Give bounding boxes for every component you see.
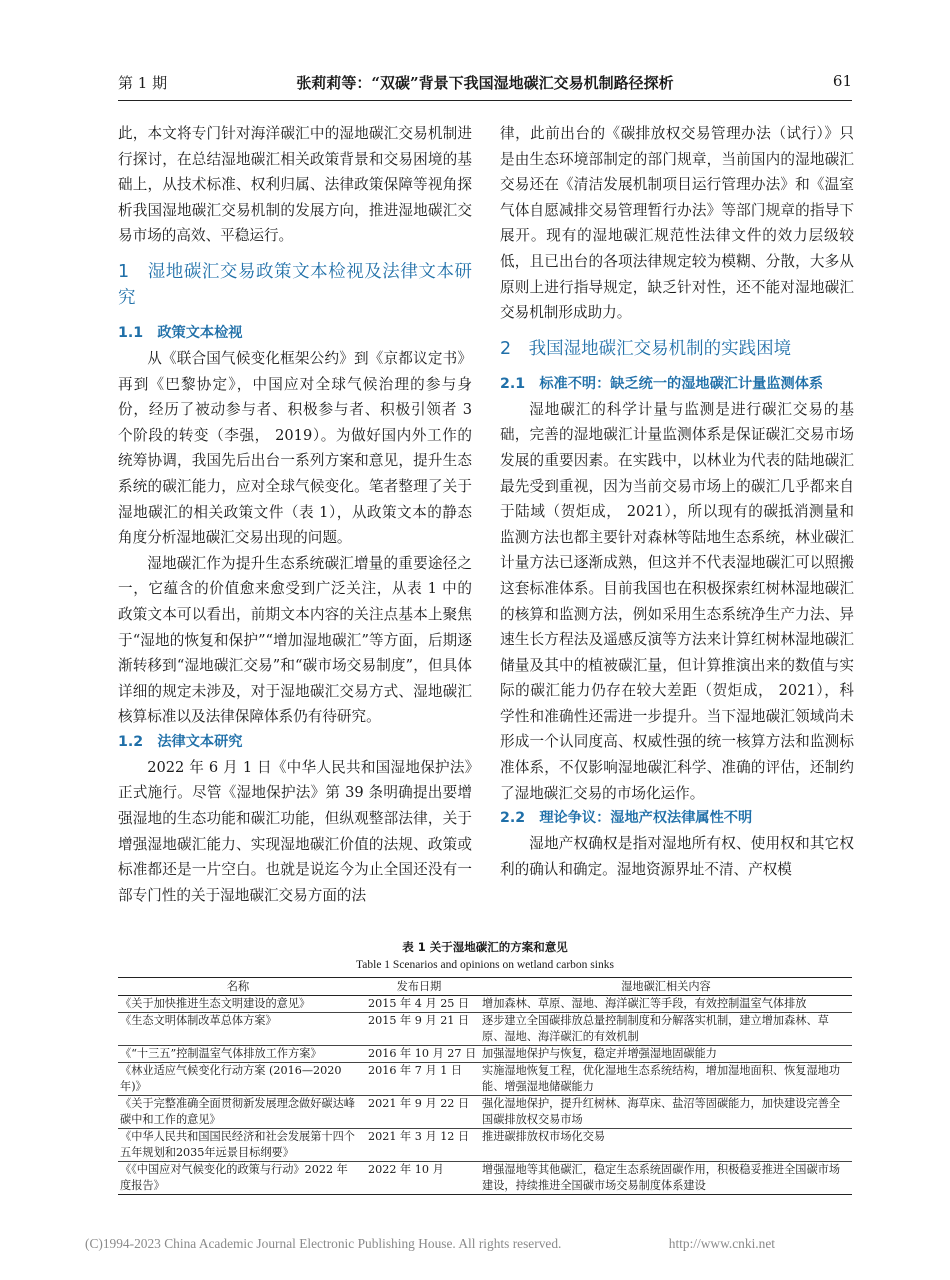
table-row: [118, 1046, 852, 1063]
cell-date: 2015 年 4 月 25 日: [358, 996, 480, 1013]
header-name: 名称: [118, 978, 358, 996]
running-title: 张莉莉等：“双碳”背景下我国湿地碳汇交易机制路径探析: [296, 74, 674, 92]
cell-content: 加强湿地保护与恢复，稳定并增强湿地固碳能力: [480, 1046, 852, 1063]
cell-content: 强化湿地保护，提升红树林、海草床、盐沼等固碳能力，加快建设完善全国碳排放权交易市场: [480, 1096, 852, 1129]
paragraph: 湿地碳汇的科学计量与监测是进行碳汇交易的基础，完善的湿地碳汇计量监测体系是保证碳汇交易市场发展的重要因素。在实践中，以林业为代表的陆地碳汇最先受到重视，因为当前交易市场上的碳汇几乎都来自于陆域（贺炬成， 2021），所以现有的碳抵消测量和监测方法也都主要针对森林等陆地生态系统，林业碳汇计量方法已逐渐成熟，但这并不代表湿地碳汇可以照搬这套标准体系。目前我国也在积极探索红树林湿地碳汇的核算和监测方法，例如采用生态系统净生产力法、异速生长方程法及遥感反演等方法来计算红树林湿地碳汇储量及其中的植被碳汇量，但计算推演出来的数值与实际的碳汇能力仍存在较大差距（贺炬成， 2021），科学性和准确性还需进一步提升。当下湿地碳汇领域尚未形成一个认同度高、权威性强的统一核算方法和监测标准体系，不仅影响湿地碳汇科学、准确的评估，还制约了湿地碳汇交易的市场化运作。: [500, 400, 854, 802]
table-row: [118, 1013, 852, 1046]
cell-content: 增加森林、草原、湿地、海洋碳汇等手段，有效控制温室气体排放: [480, 996, 852, 1013]
cell-content: 增强湿地等其他碳汇，稳定生态系统固碳作用，积极稳妥推进全国碳市场建设，持续推进全国碳市场交易制度体系建设: [480, 1162, 852, 1195]
subsection-1-1-heading: 1.1 政策文本检视: [118, 324, 243, 341]
header-content: 湿地碳汇相关内容: [480, 978, 852, 996]
paragraph: 从《联合国气候变化框架公约》到《京都议定书》再到《巴黎协定》，中国应对全球气候治理的参与身份，经历了被动参与者、积极参与者、积极引领者 3 个阶段的转变（李强， 2019）。为做好国内外工作的统筹协调，我国先后出台一系列方案和意见，提升生态系统的碳汇能力，应对全球气候变化。笔者整理了关于湿地碳汇的相关政策文件（表 1），从政策文本的静态角度分析湿地碳汇交易出现的问题。: [118, 349, 472, 547]
subsection-2-1-heading: 2.1 标准不明：缺乏统一的湿地碳汇计量监测体系: [500, 375, 824, 392]
cell-date: 2016 年 7 月 1 日: [358, 1063, 480, 1096]
cell-name: 《关于完整准确全面贯彻新发展理念做好碳达峰碳中和工作的意见》: [118, 1096, 358, 1129]
cell-name: 《《中国应对气候变化的政策与行动》2022 年度报告》: [118, 1162, 358, 1195]
right-column: [500, 121, 854, 882]
cell-date: 2016 年 10 月 27 日: [358, 1046, 480, 1063]
intro-paragraph: 此，本文将专门针对海洋碳汇中的湿地碳汇交易机制进行探讨，在总结湿地碳汇相关政策背景和交易困境的基础上，从技术标准、权利归属、法律政策保障等视角探析我国湿地碳汇交易机制的发展方向，推进湿地碳汇交易市场的高效、平稳运行。: [118, 125, 472, 245]
table-header-row: [118, 978, 852, 996]
cell-content: 逐步建立全国碳排放总量控制制度和分解落实机制，建立增加森林、草原、湿地、海洋碳汇的有效机制: [480, 1013, 852, 1046]
page-number: 61: [832, 72, 852, 90]
cell-name: 《生态文明体制改革总体方案》: [118, 1013, 358, 1046]
left-column: [118, 121, 472, 908]
section-2-heading: 2 我国湿地碳汇交易机制的实践困境: [500, 338, 792, 359]
policy-table: [118, 977, 852, 1195]
cell-content: 实施湿地恢复工程，优化湿地生态系统结构，增加湿地面积、恢复湿地功能、增强湿地储碳能力: [480, 1063, 852, 1096]
table-row: [118, 1096, 852, 1129]
cell-name: 《关于加快推进生态文明建设的意见》: [118, 996, 358, 1013]
section-1-heading: 1 湿地碳汇交易政策文本检视及法律文本研究: [118, 261, 472, 308]
cnki-url[interactable]: http://www.cnki.net: [668, 1236, 775, 1251]
copyright-text: (C)1994-2023 China Academic Journal Electronic Publishing House. All rights reserved.: [85, 1236, 562, 1251]
table-row: [118, 1063, 852, 1096]
subsection-2-2-heading: 2.2 理论争议：湿地产权法律属性不明: [500, 810, 753, 827]
cell-date: 2021 年 9 月 22 日: [358, 1096, 480, 1129]
cell-date: 2015 年 9 月 21 日: [358, 1013, 480, 1046]
cell-date: 2022 年 10 月: [358, 1162, 480, 1195]
cell-name: 《“十三五”控制温室气体排放工作方案》: [118, 1046, 358, 1063]
paragraph: 湿地碳汇作为提升生态系统碳汇增量的重要途径之一，它蕴含的价值愈来愈受到广泛关注，从表 1 中的政策文本可以看出，前期文本内容的关注点基本上聚焦于“湿地的恢复和保护”“增加湿地碳汇”等方面，后期逐渐转移到“湿地碳汇交易”和“碳市场交易制度”，但具体详细的规定未涉及，对于湿地碳汇交易方式、湿地碳汇核算标准以及法律保障体系仍有待研究。: [118, 554, 472, 726]
issue-number: 第 1 期: [118, 74, 168, 92]
table-title-cn: 表 1 关于湿地碳汇的方案和意见: [402, 940, 568, 954]
table-row: [118, 1162, 852, 1195]
continued-paragraph: 律，此前出台的《碳排放权交易管理办法（试行）》只是由生态环境部制定的部门规章，当前国内的湿地碳汇交易还在《清洁发展机制项目运行管理办法》和《温室气体自愿减排交易管理暂行办法》等部门规章的指导下展开。现有的湿地碳汇规范性法律文件的效力层级较低，且已出台的各项法律规定较为模糊、分散，大多从原则上进行指导规定，缺乏针对性，还不能对湿地碳汇交易机制形成助力。: [500, 125, 854, 322]
table-row: [118, 996, 852, 1013]
header-date: 发布日期: [358, 978, 480, 996]
running-header: [118, 72, 852, 98]
cell-name: 《中华人民共和国国民经济和社会发展第十四个五年规划和2035年远景目标纲要》: [118, 1129, 358, 1162]
cell-content: 推进碳排放权市场化交易: [480, 1129, 852, 1162]
cell-date: 2021 年 3 月 12 日: [358, 1129, 480, 1162]
copyright-footer: [85, 1236, 775, 1252]
header-rule: [118, 100, 852, 101]
subsection-1-2-heading: 1.2 法律文本研究: [118, 733, 243, 750]
policy-table-block: [118, 938, 852, 1195]
table-title-en: Table 1 Scenarios and opinions on wetland carbon sinks: [356, 959, 614, 971]
table-row: [118, 1129, 852, 1162]
cell-name: 《林业适应气候变化行动方案 (2016—2020 年)》: [118, 1063, 358, 1096]
paragraph: 2022 年 6 月 1 日《中华人民共和国湿地保护法》正式施行。尽管《湿地保护法》第 39 条明确提出要增强湿地的生态功能和碳汇功能，但纵观整部法律，关于增强湿地碳汇能力、实现湿地碳汇价值的法规、政策或标准都还是一片空白。也就是说迄今为止全国还没有一部专门性的关于湿地碳汇交易方面的法: [118, 758, 472, 904]
paragraph: 湿地产权确权是指对湿地所有权、使用权和其它权利的确认和确定。湿地资源界址不清、产权模: [500, 835, 854, 878]
